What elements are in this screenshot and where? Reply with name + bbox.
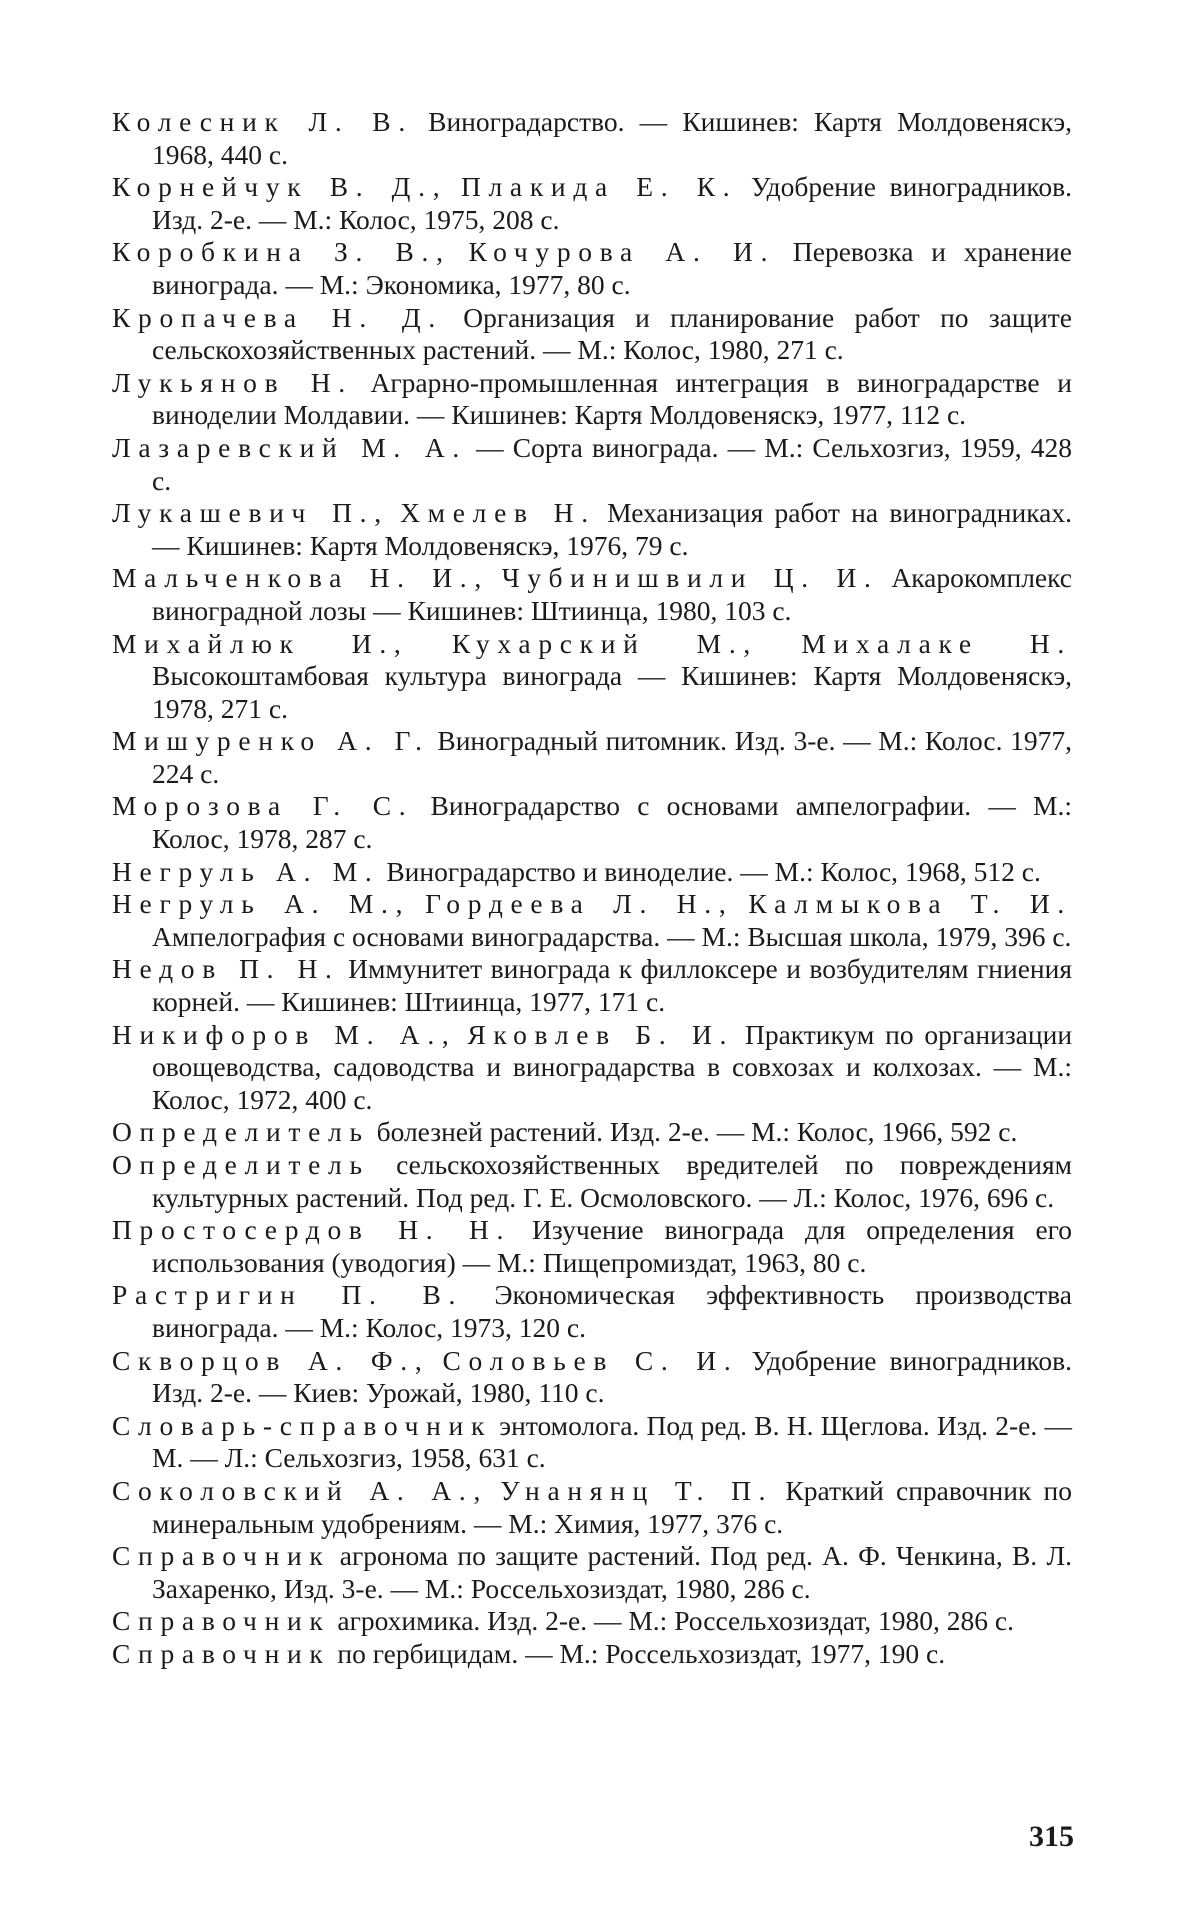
- entry-author: Негруль А. М.,: [112, 888, 410, 919]
- entry-citation: Организация и планирование работ по защите сельскохозяйственных растений. — М.: Колос, 1980, 271 с.: [152, 302, 1072, 366]
- entry-author: Унанянц Т. П.: [500, 1475, 773, 1506]
- entry-citation: Практикум по организации овощеводства, садоводства и виноградарства в совхозах и колхозах. — М.: Колос, 1972, 400 с.: [152, 1019, 1072, 1115]
- entry-author: Справочник: [112, 1638, 330, 1669]
- bibliography-entry: [112, 367, 1072, 432]
- entry-citation: болезней растений. Изд. 2-е. — М.: Колос, 1966, 592 с.: [377, 1116, 1018, 1147]
- entry-author: Колесник Л. В.: [112, 106, 413, 137]
- bibliography-entry: [112, 1149, 1072, 1214]
- entry-citation: Перевозка и хранение винограда. — М.: Экономика, 1977, 80 с.: [152, 236, 1072, 300]
- entry-author: Калмыкова Т. И.: [748, 888, 1072, 919]
- page-number: 315: [1024, 1820, 1074, 1854]
- entry-citation: Виноградный питомник. Изд. 3-е. — М.: Колос. 1977, 224 с.: [152, 725, 1072, 789]
- entry-author: Корнейчук В. Д.,: [112, 171, 447, 202]
- entry-author: Яковлев Б. И.: [467, 1019, 734, 1050]
- entry-author: Соколовский А. А.,: [112, 1475, 488, 1506]
- entry-author: Простосердов Н. Н.: [112, 1214, 511, 1245]
- entry-author: Михайлюк И.,: [112, 628, 409, 659]
- entry-author: Гордеева Л. Н.,: [425, 888, 733, 919]
- bibliography-entry: [112, 1410, 1072, 1475]
- entry-author: Лукашевич П.,: [112, 497, 389, 528]
- entry-author: Никифоров М. А.,: [112, 1019, 457, 1050]
- entry-author: Лукьянов Н.: [112, 367, 353, 398]
- bibliography-list: [112, 106, 1072, 1671]
- entry-author: Плакида Е. К.: [461, 171, 737, 202]
- entry-author: Хмелев Н.: [400, 497, 596, 528]
- entry-author: Недов П. Н.: [112, 953, 340, 984]
- bibliography-entry: [112, 856, 1072, 889]
- entry-citation: Экономическая эффективность производства винограда. — М.: Колос, 1973, 120 с.: [152, 1279, 1072, 1343]
- bibliography-entry: [112, 432, 1072, 497]
- entry-author: Кочурова А. И.: [468, 236, 775, 267]
- entry-author: Справочник: [112, 1605, 330, 1636]
- bibliography-entry: [112, 888, 1072, 953]
- entry-citation: агрохимика. Изд. 2-е. — М.: Россельхозиздат, 1980, 286 с.: [337, 1605, 1014, 1636]
- bibliography-entry: [112, 1475, 1072, 1540]
- bibliography-entry: [112, 1116, 1072, 1149]
- bibliography-entry: [112, 302, 1072, 367]
- entry-author: Соловьев С. И.: [443, 1345, 739, 1376]
- entry-citation: Виноградарство. — Кишинев: Картя Молдовеняскэ, 1968, 440 с.: [152, 106, 1072, 170]
- entry-citation: Высокоштамбовая культура винограда — Кишинев: Картя Молдовеняскэ, 1978, 271 с.: [152, 660, 1072, 724]
- bibliography-entry: [112, 1214, 1072, 1279]
- entry-author: Лазаревский М. А.: [112, 432, 467, 463]
- bibliography-entry: [112, 106, 1072, 171]
- entry-author: Михалаке Н.: [801, 628, 1072, 659]
- entry-citation: Аграрно-промышленная интеграция в виноградарстве и виноделии Молдавии. — Кишинев: Картя Молдовеняскэ, 1977, 112 с.: [152, 367, 1072, 431]
- entry-citation: Механизация работ на виноградниках. — Кишинев: Картя Молдовеняскэ, 1976, 79 с.: [152, 497, 1072, 561]
- bibliography-entry: [112, 790, 1072, 855]
- entry-citation: — Сорта винограда. — М.: Сельхозгиз, 1959, 428 с.: [152, 432, 1072, 496]
- bibliography-entry: [112, 236, 1072, 301]
- entry-author: Определитель: [112, 1149, 370, 1180]
- bibliography-entry: [112, 1279, 1072, 1344]
- entry-citation: Виноградарство с основами ампелографии. — М.: Колос, 1978, 287 с.: [152, 790, 1072, 854]
- entry-citation: сельскохозяйственных вредителей по повреждениям культурных растений. Под ред. Г. Е. Осмоловского. — Л.: Колос, 1976, 696 с.: [152, 1149, 1072, 1213]
- entry-author: Скворцов А. Ф.,: [112, 1345, 429, 1376]
- entry-author: Мишуренко А. Г.: [112, 725, 430, 756]
- bibliography-entry: [112, 725, 1072, 790]
- entry-author: Определитель: [112, 1116, 370, 1147]
- entry-author: Справочник: [112, 1540, 330, 1571]
- bibliography-page: [112, 106, 1072, 1671]
- entry-author: Морозова Г. С.: [112, 790, 413, 821]
- entry-citation: Удобрение виноградников. Изд. 2-е. — Киев: Урожай, 1980, 110 с.: [152, 1345, 1072, 1409]
- entry-author: Коробкина З. В.,: [112, 236, 451, 267]
- bibliography-entry: [112, 1019, 1072, 1117]
- entry-author: Растригин П. В.: [112, 1279, 463, 1310]
- entry-citation: Краткий справочник по минеральным удобрениям. — М.: Химия, 1977, 376 с.: [152, 1475, 1072, 1539]
- bibliography-entry: [112, 171, 1072, 236]
- bibliography-entry: [112, 1638, 1072, 1671]
- bibliography-entry: [112, 562, 1072, 627]
- bibliography-entry: [112, 628, 1072, 726]
- bibliography-entry: [112, 953, 1072, 1018]
- entry-citation: агронома по защите растений. Под ред. А. Ф. Ченкина, В. Л. Захаренко, Изд. 3-е. — М.: Россельхозиздат, 1980, 286 с.: [152, 1540, 1072, 1604]
- entry-citation: Удобрение виноградников. Изд. 2-е. — М.: Колос, 1975, 208 с.: [152, 171, 1072, 235]
- entry-citation: Виноградарство и виноделие. — М.: Колос, 1968, 512 с.: [386, 856, 1041, 887]
- entry-author: Мальченкова Н. И.,: [112, 562, 489, 593]
- bibliography-entry: [112, 1540, 1072, 1605]
- entry-citation: Изучение винограда для определения его использования (уводогия) — М.: Пищепромиздат, 1963, 80 с.: [152, 1214, 1072, 1278]
- entry-author: Словарь-справочник: [112, 1410, 492, 1441]
- bibliography-entry: [112, 1345, 1072, 1410]
- bibliography-entry: [112, 1605, 1072, 1638]
- entry-author: Чубинишвили Ц. И.: [502, 562, 879, 593]
- entry-author: Негруль А. М.: [112, 856, 379, 887]
- entry-citation: Иммунитет винограда к филлоксере и возбудителям гниения корней. — Кишинев: Штиинца, 1977, 171 с.: [152, 953, 1072, 1017]
- entry-citation: по гербицидам. — М.: Россельхозиздат, 1977, 190 с.: [337, 1638, 945, 1669]
- entry-citation: Ампелография с основами виноградарства. — М.: Высшая школа, 1979, 396 с.: [152, 921, 1071, 952]
- bibliography-entry: [112, 497, 1072, 562]
- entry-citation: энтомолога. Под ред. В. Н. Щеглова. Изд. 2-е. — М. — Л.: Сельхозгиз, 1958, 631 с.: [152, 1410, 1072, 1474]
- entry-citation: Акарокомплекс виноградной лозы — Кишинев: Штиинца, 1980, 103 с.: [152, 562, 1072, 626]
- entry-author: Кухарский М.,: [452, 628, 758, 659]
- entry-author: Кропачева Н. Д.: [112, 302, 443, 333]
